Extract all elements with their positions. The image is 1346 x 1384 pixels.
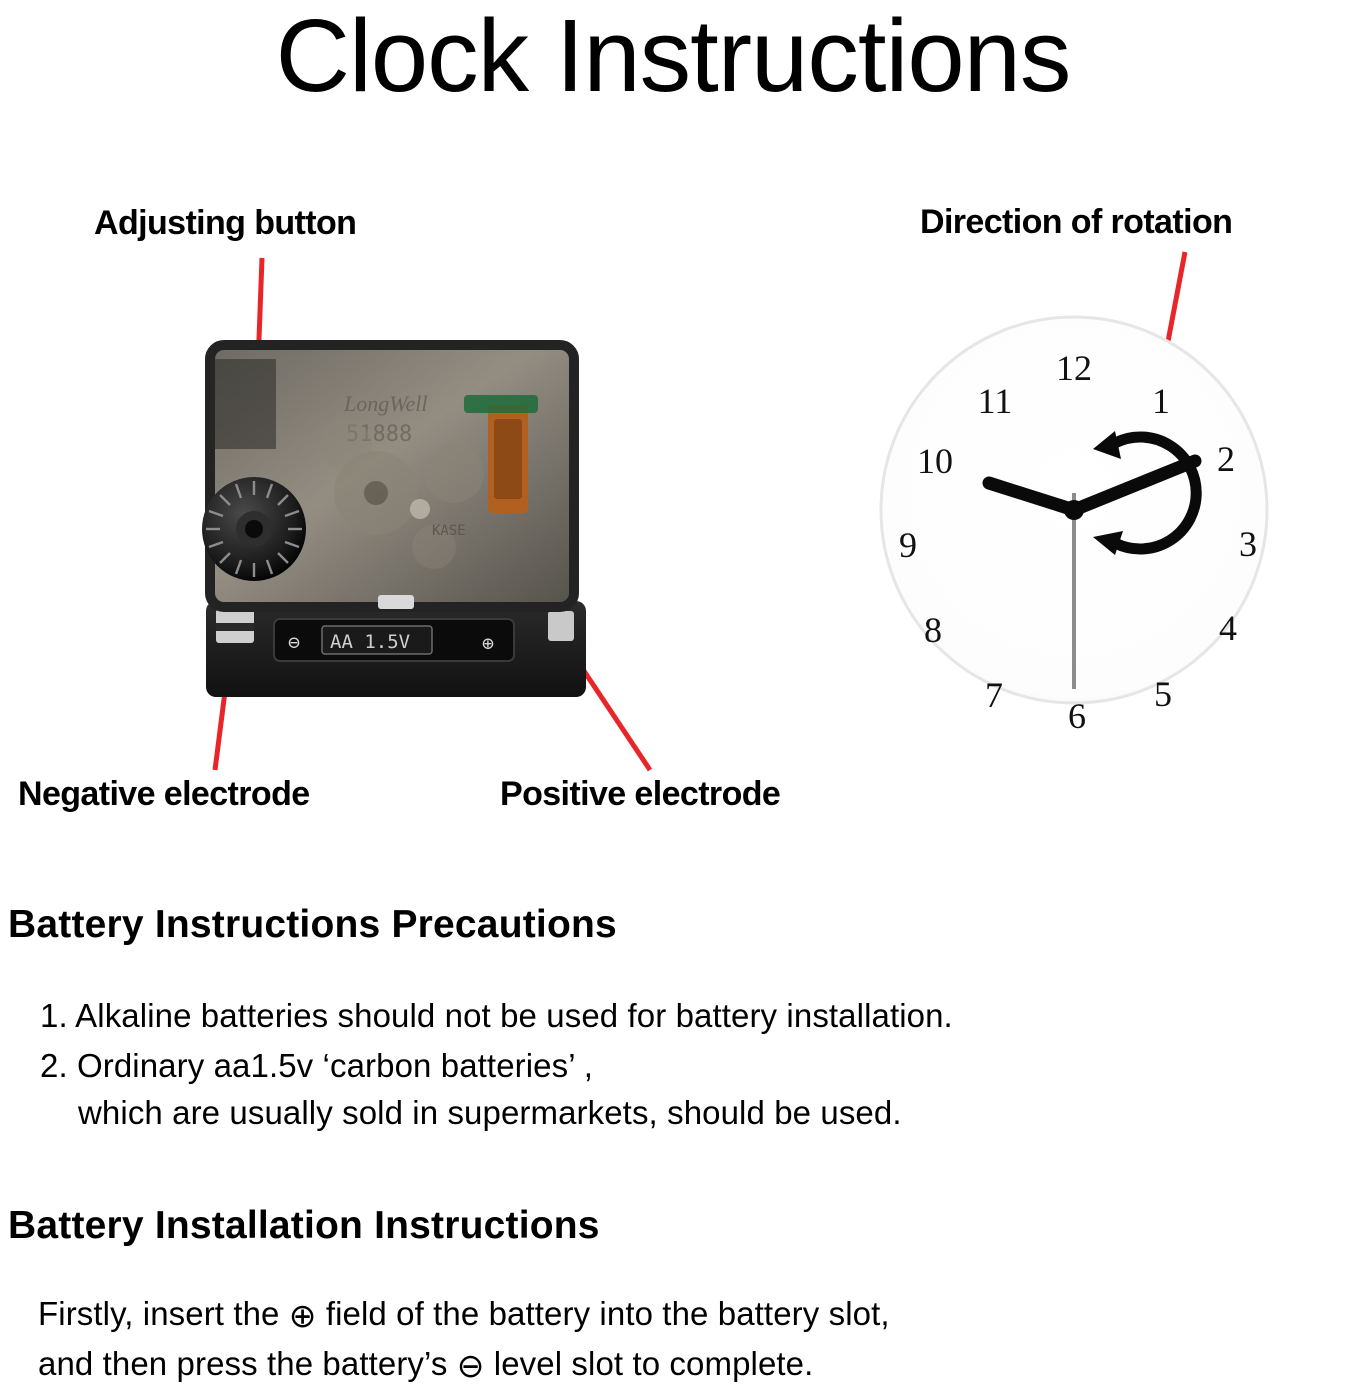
clock-numeral-1: 1 (1152, 381, 1170, 421)
precaution-item-2: 2. Ordinary aa1.5v ‘carbon batteries’ , (40, 1047, 593, 1084)
label-adjusting-button: Adjusting button (94, 204, 357, 242)
installation-line-2 (38, 1345, 813, 1383)
clock-numeral-6: 6 (1068, 696, 1086, 736)
installation-line-1-text-b: field of the battery into the battery slot, (325, 1295, 890, 1332)
installation-line-1 (38, 1295, 890, 1333)
clock-numeral-7: 7 (985, 675, 1003, 715)
svg-text:51888: 51888 (346, 422, 413, 447)
clock-numeral-5: 5 (1154, 674, 1172, 714)
label-positive-electrode: Positive electrode (500, 775, 781, 813)
svg-text:AA 1.5V: AA 1.5V (330, 631, 411, 653)
clock-numeral-9: 9 (899, 525, 917, 565)
installation-line-2-text-b: level slot to complete. (493, 1345, 814, 1382)
clock-numeral-8: 8 (924, 610, 942, 650)
installation-line-2-text-a: and then press the battery’s (38, 1345, 448, 1382)
clock-movement-photo (196, 323, 596, 711)
clock-numeral-12: 12 (1056, 348, 1092, 388)
precaution-item-2-continued: which are usually sold in supermarkets, should be used. (78, 1094, 902, 1131)
precaution-item-1: 1. Alkaline batteries should not be used for battery installation. (40, 997, 953, 1034)
svg-text:LongWell: LongWell (344, 391, 428, 416)
page-title: Clock Instructions (275, 0, 1071, 113)
clock-numeral-3: 3 (1239, 524, 1257, 564)
clock-numeral-4: 4 (1219, 608, 1237, 648)
minus-symbol-icon: ⊖ (456, 1347, 485, 1384)
svg-text:⊖: ⊖ (288, 630, 301, 654)
plus-symbol-icon: ⊕ (288, 1297, 317, 1334)
clock-numeral-11: 11 (977, 381, 1013, 421)
svg-text:⊕: ⊕ (482, 631, 495, 655)
heading-battery-precautions: Battery Instructions Precautions (8, 903, 617, 946)
installation-line-1-text-a: Firstly, insert the (38, 1295, 280, 1332)
clock-numeral-10: 10 (917, 441, 953, 481)
svg-text:KASE: KASE (432, 523, 466, 539)
label-negative-electrode: Negative electrode (18, 775, 310, 813)
clock-numeral-2: 2 (1217, 439, 1235, 479)
heading-battery-installation: Battery Installation Instructions (8, 1204, 600, 1247)
label-direction-of-rotation: Direction of rotation (920, 203, 1233, 241)
